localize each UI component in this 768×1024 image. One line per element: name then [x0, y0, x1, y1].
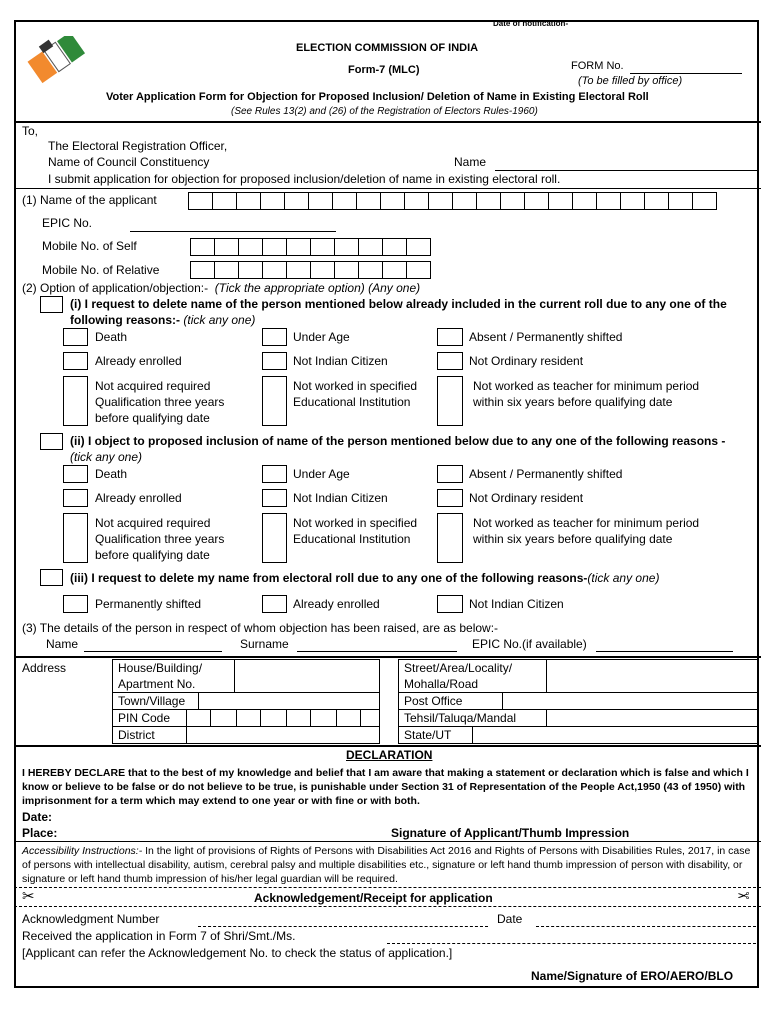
- mobile-self-cells[interactable]: [190, 238, 430, 256]
- form-no-label: FORM No.: [571, 60, 624, 72]
- form-no-note: (To be filled by office): [578, 75, 683, 87]
- details-epic-label: EPIC No.(if available): [472, 637, 587, 651]
- opt1-death-label: Death: [95, 330, 128, 344]
- addr-right-col1: [546, 659, 547, 693]
- pin-cell-divider: [310, 709, 311, 726]
- opt1-enrolled-checkbox[interactable]: [63, 352, 88, 370]
- opt1-absent-label: Absent / Permanently shifted: [469, 330, 623, 344]
- addr-left-col1: [234, 659, 235, 693]
- addr-right-row2: [398, 709, 759, 710]
- name-char-cell[interactable]: [380, 192, 405, 210]
- name-char-cell[interactable]: [524, 192, 549, 210]
- mobile-relative-digit-cell[interactable]: [214, 261, 239, 279]
- name-char-cell[interactable]: [572, 192, 597, 210]
- opt1-not-worked-checkbox[interactable]: [262, 376, 287, 426]
- details-heading: (3) The details of the person in respect of whom objection has been raised, are as below:-: [22, 621, 499, 635]
- opt2-not-ordinary-label: Not Ordinary resident: [469, 491, 584, 505]
- opt2-not-acquired-line1: Not acquired required: [95, 516, 211, 530]
- opt1-under-age-checkbox[interactable]: [262, 328, 287, 346]
- opt1-not-teacher-line2: within six years before qualifying date: [473, 395, 673, 409]
- addr-apartment-label: Apartment No.: [118, 677, 196, 691]
- submit-line: I submit application for objection for proposed inclusion/deletion of name in existing electoral roll.: [48, 172, 561, 186]
- opt2-not-acquired-line2: Qualification three years: [95, 532, 225, 546]
- name-char-cell[interactable]: [236, 192, 261, 210]
- form-no-line[interactable]: [630, 73, 742, 74]
- option-3-text: (iii) I request to delete my name from electoral roll due to any one of the following reasons-: [70, 571, 588, 585]
- cut-line-bottom: [14, 906, 761, 907]
- mobile-self-digit-cell[interactable]: [238, 238, 263, 256]
- opt1-not-teacher-checkbox[interactable]: [437, 376, 463, 426]
- option-1-checkbox[interactable]: [40, 296, 63, 313]
- ack-received-line[interactable]: [387, 943, 756, 944]
- opt1-not-acquired-line1: Not acquired required: [95, 379, 211, 393]
- pin-cell-divider: [236, 709, 237, 726]
- opt2-not-acquired-line3: before qualifying date: [95, 548, 210, 562]
- pin-cell-divider: [360, 709, 361, 726]
- name-char-cell[interactable]: [212, 192, 237, 210]
- name-char-cell[interactable]: [260, 192, 285, 210]
- addr-left-col2: [198, 692, 199, 709]
- name-char-cell[interactable]: [476, 192, 501, 210]
- mobile-self-digit-cell[interactable]: [286, 238, 311, 256]
- name-label: Name: [454, 155, 487, 169]
- cut-line-top: [14, 887, 761, 888]
- details-name-label: Name: [46, 637, 79, 651]
- name-char-cell[interactable]: [500, 192, 525, 210]
- option-1-text: (i) I request to delete name of the person mentioned below already included in the current roll due to any one of the: [70, 297, 727, 311]
- mobile-self-digit-cell[interactable]: [334, 238, 359, 256]
- pin-cell-divider: [260, 709, 261, 726]
- opt2-not-worked-checkbox[interactable]: [262, 513, 287, 563]
- opt2-not-indian-checkbox[interactable]: [262, 489, 287, 507]
- mobile-relative-cells[interactable]: [190, 261, 430, 279]
- opt2-absent-checkbox[interactable]: [437, 465, 463, 483]
- opt1-not-worked-line1: Not worked in specified: [293, 379, 418, 393]
- addr-left-col3: [186, 726, 187, 744]
- ack-number-line[interactable]: [198, 926, 488, 927]
- mobile-relative-digit-cell[interactable]: [358, 261, 383, 279]
- form-name: Form-7 (MLC): [348, 64, 420, 76]
- addr-right-row1: [398, 692, 759, 693]
- opt2-death-checkbox[interactable]: [63, 465, 88, 483]
- option-1-text2: following reasons:-: [70, 313, 181, 327]
- epic-line[interactable]: [130, 231, 336, 232]
- addr-tehsil-label: Tehsil/Taluqa/Mandal: [404, 711, 517, 725]
- address-divider: [14, 745, 761, 747]
- name-char-cell[interactable]: [308, 192, 333, 210]
- officer-label: The Electoral Registration Officer,: [48, 139, 228, 153]
- details-surname-label: Surname: [240, 637, 289, 651]
- addr-town-label: Town/Village: [118, 694, 186, 708]
- name-char-cell[interactable]: [452, 192, 477, 210]
- ero-signature-label: Name/Signature of ERO/AERO/BLO: [531, 969, 734, 983]
- opt1-not-worked-line2: Educational Institution: [293, 395, 411, 409]
- details-name-line[interactable]: [84, 651, 222, 652]
- mobile-relative-digit-cell[interactable]: [382, 261, 407, 279]
- applicant-name-label: (1) Name of the applicant: [22, 193, 157, 207]
- option-1-tick-note: (tick any one): [183, 313, 256, 327]
- details-surname-line[interactable]: [297, 651, 457, 652]
- addr-right-col3: [546, 709, 547, 726]
- mobile-relative-digit-cell[interactable]: [310, 261, 335, 279]
- details-epic-line[interactable]: [596, 651, 733, 652]
- ack-date-label: Date: [497, 912, 523, 926]
- ack-note: [Applicant can refer the Acknowledgement No. to check the status of application.]: [22, 946, 453, 960]
- addr-left-row3: [112, 726, 380, 727]
- mobile-relative-digit-cell[interactable]: [262, 261, 287, 279]
- opt1-not-indian-label: Not Indian Citizen: [293, 354, 388, 368]
- rules-note: (See Rules 13(2) and (26) of the Registration of Electors Rules-1960): [231, 106, 538, 117]
- option-2-text: (ii) I object to proposed inclusion of name of the person mentioned below due to any one of the following reasons -: [70, 434, 726, 448]
- opt3-enrolled-checkbox[interactable]: [262, 595, 287, 613]
- name-char-cell[interactable]: [356, 192, 381, 210]
- opt3-perm-shifted-label: Permanently shifted: [95, 597, 202, 611]
- opt1-not-acquired-line2: Qualification three years: [95, 395, 225, 409]
- opt3-enrolled-label: Already enrolled: [293, 597, 380, 611]
- mobile-relative-digit-cell[interactable]: [406, 261, 431, 279]
- mobile-self-digit-cell[interactable]: [358, 238, 383, 256]
- opt2-not-indian-label: Not Indian Citizen: [293, 491, 388, 505]
- mobile-relative-label: Mobile No. of Relative: [42, 263, 160, 277]
- name-char-cell[interactable]: [596, 192, 621, 210]
- declaration-place: Place:: [22, 826, 58, 840]
- addr-state-label: State/UT: [404, 728, 452, 742]
- mobile-self-digit-cell[interactable]: [406, 238, 431, 256]
- opt1-not-teacher-line1: Not worked as teacher for minimum period: [473, 379, 700, 393]
- mobile-self-digit-cell[interactable]: [310, 238, 335, 256]
- scissor-icon-right: ✂: [737, 888, 750, 905]
- ack-received-label: Received the application in Form 7 of Shri/Smt./Ms.: [22, 929, 296, 943]
- pin-cell-divider: [336, 709, 337, 726]
- name-char-cell[interactable]: [332, 192, 357, 210]
- option-3-tick-note: (tick any one): [587, 571, 660, 585]
- to-label: To,: [22, 124, 39, 138]
- name-char-cell[interactable]: [620, 192, 645, 210]
- mobile-self-digit-cell[interactable]: [190, 238, 215, 256]
- constituency-label: Name of Council Constituency: [48, 155, 210, 169]
- addr-pin-label: PIN Code: [118, 711, 171, 725]
- details-divider: [14, 656, 761, 658]
- addr-district-label: District: [118, 728, 155, 742]
- option-2-tick-note: (tick any one): [70, 450, 143, 464]
- form-title: Voter Application Form for Objection for Proposed Inclusion/ Deletion of Name in Existing Electoral Roll: [106, 91, 649, 103]
- opt1-not-ordinary-checkbox[interactable]: [437, 352, 463, 370]
- opt2-not-teacher-line1: Not worked as teacher for minimum period: [473, 516, 700, 530]
- scissor-icon-left: ✂: [22, 888, 35, 905]
- to-divider: [14, 188, 761, 189]
- opt1-under-age-label: Under Age: [293, 330, 350, 344]
- name-char-cell[interactable]: [188, 192, 213, 210]
- opt2-not-worked-line1: Not worked in specified: [293, 516, 418, 530]
- opt2-not-teacher-checkbox[interactable]: [437, 513, 463, 563]
- signature-divider: [14, 841, 761, 842]
- opt2-absent-label: Absent / Permanently shifted: [469, 467, 623, 481]
- opt3-not-indian-label: Not Indian Citizen: [469, 597, 564, 611]
- opt1-not-ordinary-label: Not Ordinary resident: [469, 354, 584, 368]
- constituency-name-line[interactable]: [495, 170, 757, 171]
- addr-left-row1: [112, 692, 380, 693]
- name-char-cell[interactable]: [428, 192, 453, 210]
- epic-label: EPIC No.: [42, 216, 93, 230]
- addr-left-row2: [112, 709, 380, 710]
- name-char-cell[interactable]: [644, 192, 669, 210]
- ack-title: Acknowledgement/Receipt for application: [254, 891, 493, 905]
- mobile-self-digit-cell[interactable]: [262, 238, 287, 256]
- header-divider: [14, 121, 761, 123]
- opt1-not-acquired-line3: before qualifying date: [95, 411, 210, 425]
- opt2-not-acquired-checkbox[interactable]: [63, 513, 88, 563]
- declaration-title: DECLARATION: [346, 748, 433, 762]
- opt1-absent-checkbox[interactable]: [437, 328, 463, 346]
- option-heading-note: (Tick the appropriate option) (Any one): [214, 281, 421, 295]
- accessibility-label: Accessibility Instructions:-: [22, 845, 143, 857]
- opt3-not-indian-checkbox[interactable]: [437, 595, 463, 613]
- mobile-self-digit-cell[interactable]: [382, 238, 407, 256]
- pin-cell-divider: [186, 709, 187, 726]
- ack-date-line[interactable]: [536, 926, 756, 927]
- opt1-not-acquired-checkbox[interactable]: [63, 376, 88, 426]
- opt1-death-checkbox[interactable]: [63, 328, 88, 346]
- address-label: Address: [22, 661, 67, 675]
- option-2-checkbox[interactable]: [40, 433, 63, 450]
- date-of-notification: Date of notification-: [493, 19, 569, 28]
- applicant-name-cells[interactable]: [188, 192, 716, 210]
- mobile-self-label: Mobile No. of Self: [42, 239, 137, 253]
- name-char-cell[interactable]: [404, 192, 429, 210]
- declaration-date: Date:: [22, 810, 53, 824]
- addr-house-label: House/Building/: [118, 661, 203, 675]
- addr-right-col2: [502, 692, 503, 709]
- name-char-cell[interactable]: [668, 192, 693, 210]
- commission-name: ELECTION COMMISSION OF INDIA: [296, 42, 479, 54]
- opt2-not-ordinary-checkbox[interactable]: [437, 489, 463, 507]
- declaration-text: I HEREBY DECLARE that to the best of my knowledge and belief that I am aware that making a statement or declaration which is false and which I know or believe to be false or do not believe to be true, is punishable under Section 31 of Representation of the People Act,1950 (43 of 1950) with imprisonment for a term which may extend to one year or with fine or with both.: [22, 767, 749, 807]
- mobile-relative-digit-cell[interactable]: [334, 261, 359, 279]
- opt1-not-indian-checkbox[interactable]: [262, 352, 287, 370]
- name-char-cell[interactable]: [548, 192, 573, 210]
- mobile-relative-digit-cell[interactable]: [190, 261, 215, 279]
- pin-cell-divider: [286, 709, 287, 726]
- pin-cell-divider: [210, 709, 211, 726]
- accessibility-text: In the light of provisions of Rights of Persons with Disabilities Act 2016 and Rights of Persons with Disabilities Rules, 2017, in case of persons with intellectual disability, autism, cerebral palsy and multiple disabilities etc., signature or left hand thumb impression of person with disability, or signature or left hand thumb impression of his/her legal guardian will be required.: [22, 845, 751, 885]
- name-char-cell[interactable]: [284, 192, 309, 210]
- opt2-not-worked-line2: Educational Institution: [293, 532, 411, 546]
- opt1-enrolled-label: Already enrolled: [95, 354, 182, 368]
- mobile-relative-digit-cell[interactable]: [286, 261, 311, 279]
- applicant-signature-label: Signature of Applicant/Thumb Impression: [391, 826, 630, 840]
- ack-number-label: Acknowledgment Number: [22, 912, 160, 926]
- addr-mohalla-label: Mohalla/Road: [404, 677, 479, 691]
- addr-post-office-label: Post Office: [404, 694, 463, 708]
- opt2-under-age-checkbox[interactable]: [262, 465, 287, 483]
- addr-right-col4: [472, 726, 473, 744]
- addr-street-label: Street/Area/Locality/: [404, 661, 513, 675]
- opt2-under-age-label: Under Age: [293, 467, 350, 481]
- opt2-not-teacher-line2: within six years before qualifying date: [473, 532, 673, 546]
- addr-right-row3: [398, 726, 759, 727]
- opt2-death-label: Death: [95, 467, 128, 481]
- opt2-enrolled-checkbox[interactable]: [63, 489, 88, 507]
- name-char-cell[interactable]: [692, 192, 717, 210]
- opt3-perm-shifted-checkbox[interactable]: [63, 595, 88, 613]
- option-heading: (2) Option of application/objection:-: [22, 281, 209, 295]
- mobile-relative-digit-cell[interactable]: [238, 261, 263, 279]
- opt2-enrolled-label: Already enrolled: [95, 491, 182, 505]
- eci-logo-icon: [22, 36, 94, 84]
- option-3-checkbox[interactable]: [40, 569, 63, 586]
- mobile-self-digit-cell[interactable]: [214, 238, 239, 256]
